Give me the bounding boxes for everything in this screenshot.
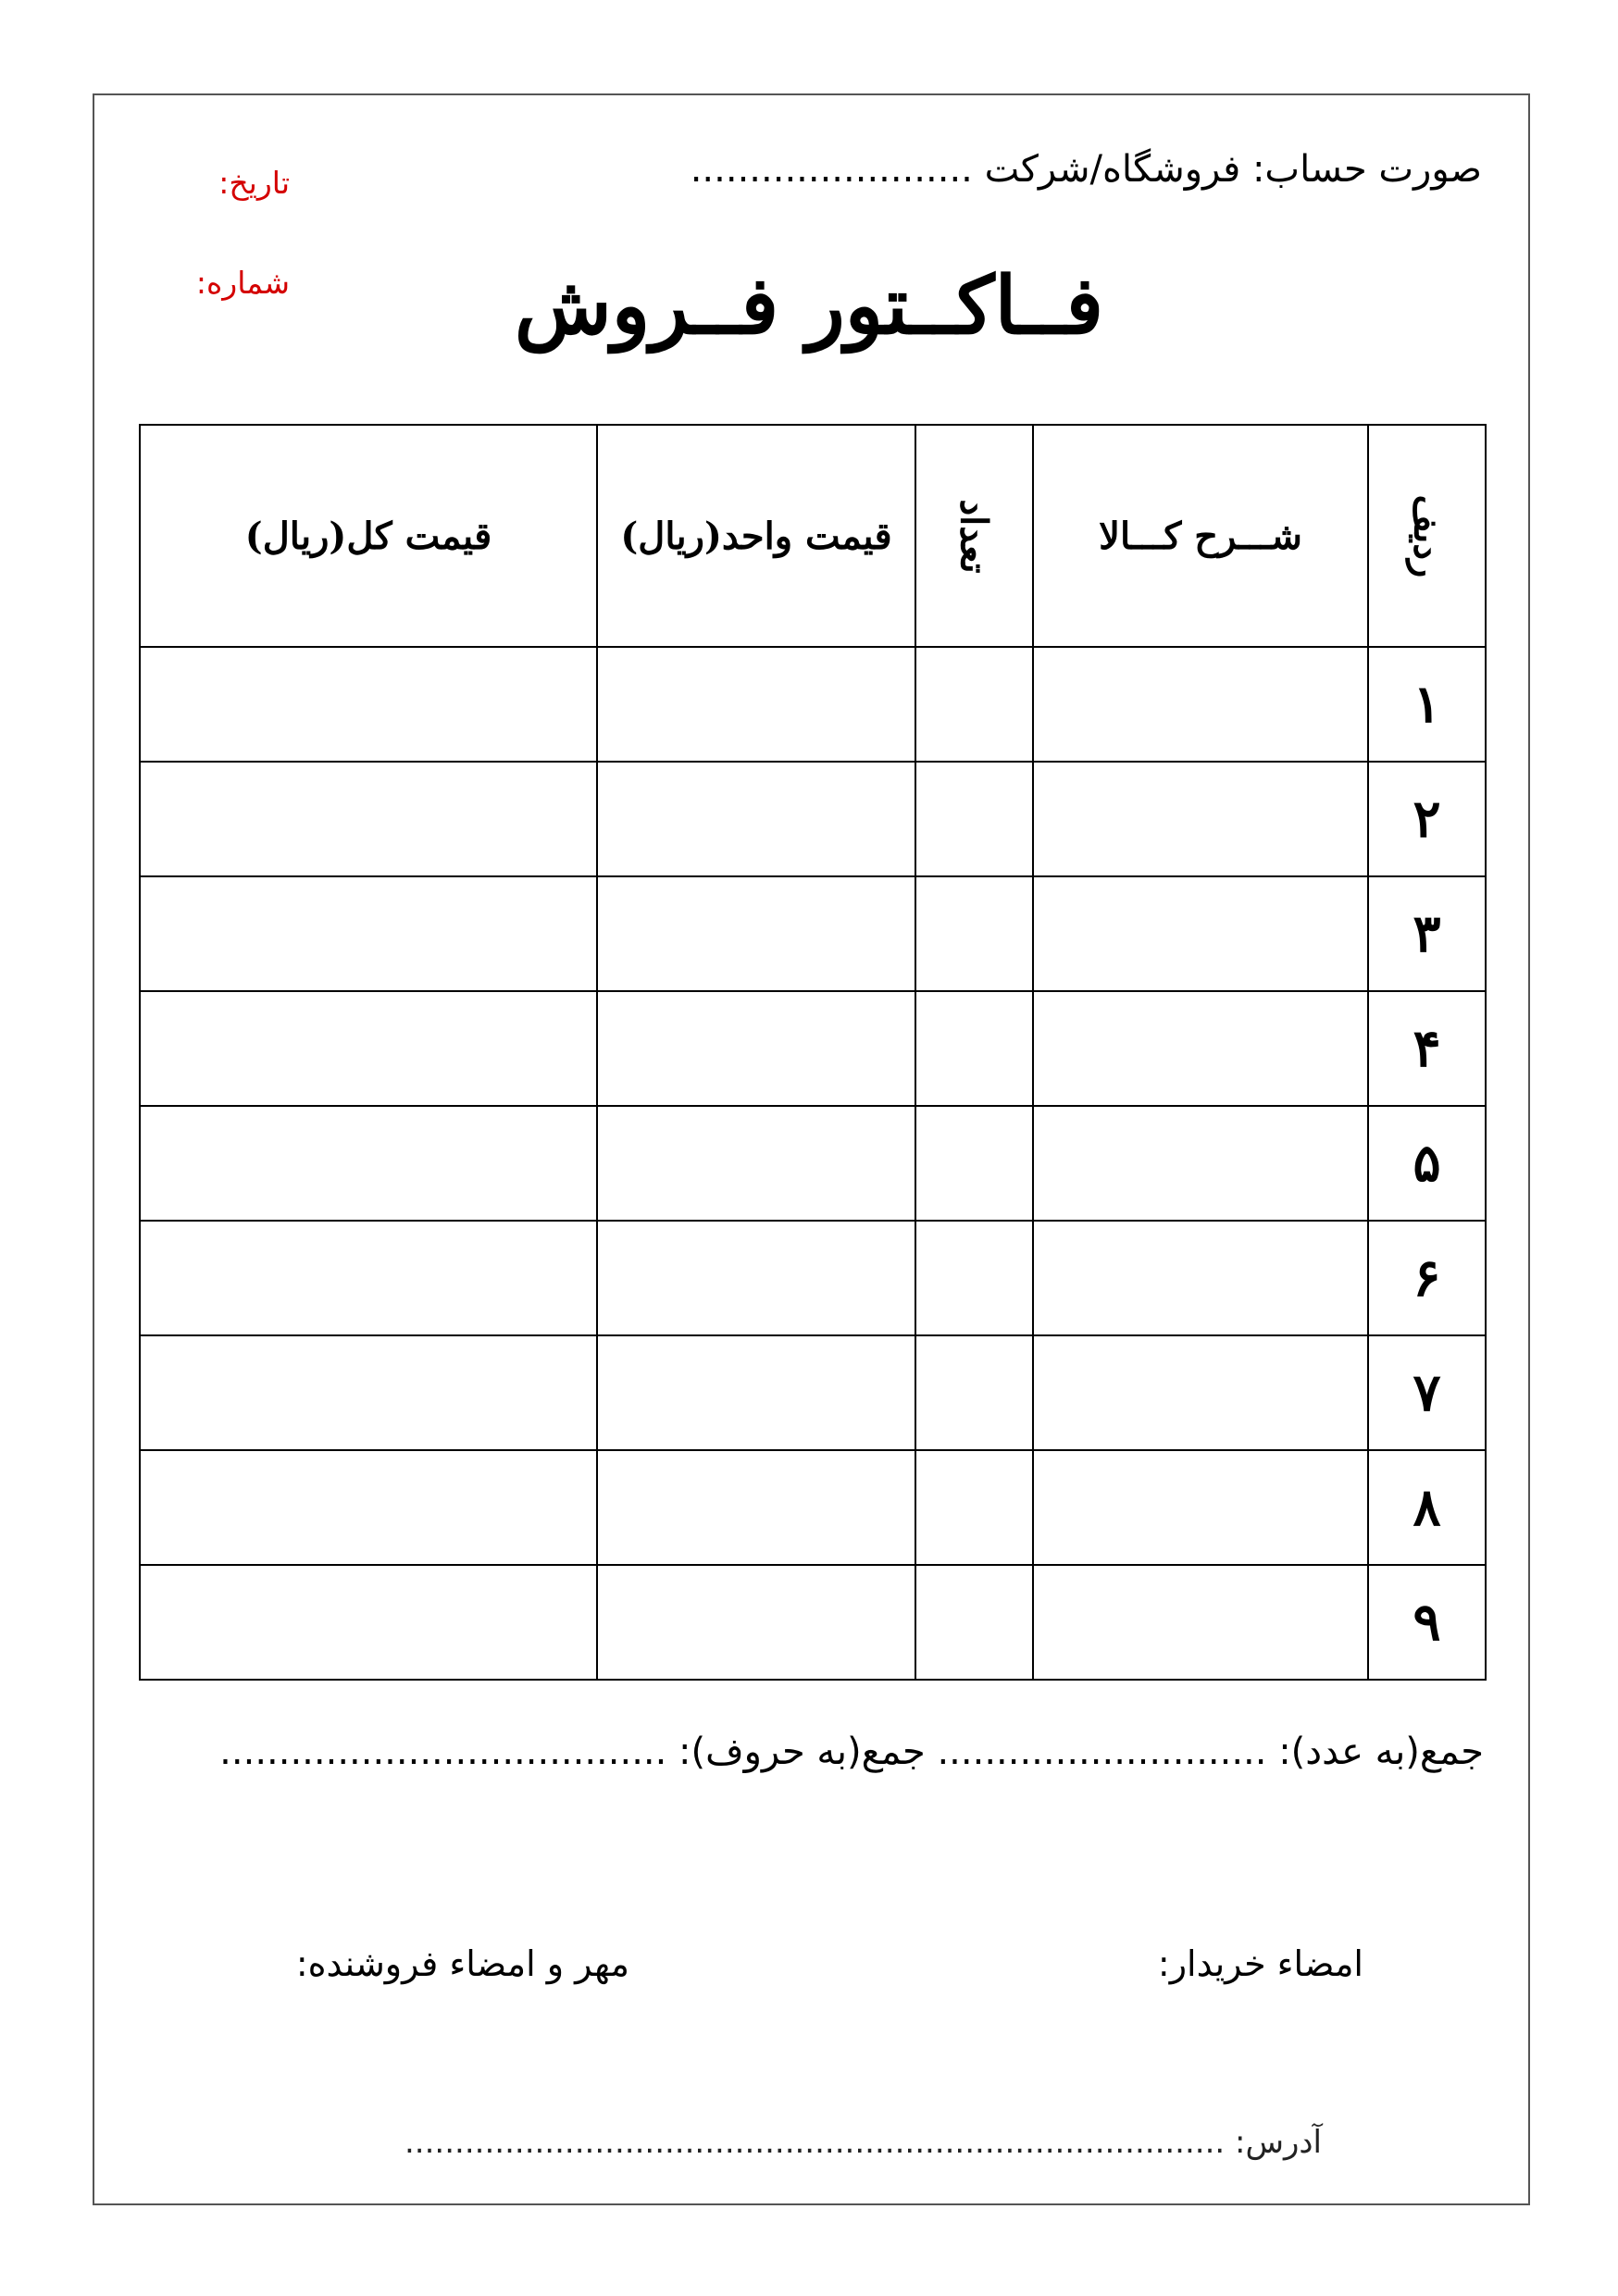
unit-price-cell[interactable] <box>597 991 915 1106</box>
table-row <box>140 1106 1486 1221</box>
row-number: ۴ <box>1368 991 1486 1106</box>
total-price-cell[interactable] <box>140 876 597 991</box>
table-header-row <box>140 425 1486 647</box>
row-number: ۶ <box>1368 1221 1486 1335</box>
unit-price-cell[interactable] <box>597 1450 915 1565</box>
unit-price-cell[interactable] <box>597 762 915 876</box>
total-price-cell[interactable] <box>140 762 597 876</box>
quantity-cell[interactable] <box>915 1450 1033 1565</box>
quantity-cell[interactable] <box>915 762 1033 876</box>
address-line: آدرس: .................................................................................. <box>404 2124 1322 2161</box>
description-cell[interactable] <box>1033 762 1368 876</box>
table-row <box>140 762 1486 876</box>
unit-price-cell[interactable] <box>597 1221 915 1335</box>
row-number: ۵ <box>1368 1106 1486 1221</box>
column-header-total-price: قیمت کل(ریال) <box>140 425 597 647</box>
table-row <box>140 1335 1486 1450</box>
total-price-cell[interactable] <box>140 1450 597 1565</box>
row-number: ۱ <box>1368 647 1486 762</box>
quantity-cell[interactable] <box>915 991 1033 1106</box>
total-price-cell[interactable] <box>140 1335 597 1450</box>
description-cell[interactable] <box>1033 876 1368 991</box>
total-price-cell[interactable] <box>140 647 597 762</box>
column-header-unit-price: قیمت واحد(ریال) <box>597 425 915 647</box>
table-row <box>140 1450 1486 1565</box>
row-number: ۷ <box>1368 1335 1486 1450</box>
row-number: ۲ <box>1368 762 1486 876</box>
total-price-cell[interactable] <box>140 1106 597 1221</box>
unit-price-cell[interactable] <box>597 647 915 762</box>
description-cell[interactable] <box>1033 1221 1368 1335</box>
date-label: تاریخ: <box>218 165 290 201</box>
quantity-cell[interactable] <box>915 1565 1033 1680</box>
page-title: فــاکــتور فــروش <box>514 259 1104 353</box>
column-header-row-number: ردیف <box>1368 425 1486 647</box>
description-cell[interactable] <box>1033 991 1368 1106</box>
total-price-cell[interactable] <box>140 1565 597 1680</box>
total-price-cell[interactable] <box>140 1221 597 1335</box>
description-cell[interactable] <box>1033 1450 1368 1565</box>
seller-signature-label: مهر و امضاء فروشنده: <box>295 1943 629 1984</box>
description-cell[interactable] <box>1033 647 1368 762</box>
invoice-table <box>139 424 1487 1681</box>
column-header-quantity: تعداد <box>915 425 1033 647</box>
description-cell[interactable] <box>1033 1106 1368 1221</box>
table-row <box>140 1565 1486 1680</box>
quantity-cell[interactable] <box>915 1335 1033 1450</box>
description-cell[interactable] <box>1033 1565 1368 1680</box>
table-row <box>140 991 1486 1106</box>
table-row <box>140 647 1486 762</box>
unit-price-cell[interactable] <box>597 1335 915 1450</box>
unit-price-cell[interactable] <box>597 876 915 991</box>
quantity-cell[interactable] <box>915 647 1033 762</box>
buyer-signature-label: امضاء خریدار: <box>1157 1943 1363 1984</box>
row-number: ۹ <box>1368 1565 1486 1680</box>
unit-price-cell[interactable] <box>597 1106 915 1221</box>
quantity-cell[interactable] <box>915 1221 1033 1335</box>
column-header-description: شـــرح کـــالا <box>1033 425 1368 647</box>
quantity-cell[interactable] <box>915 876 1033 991</box>
totals-line: جمع(به عدد): ............................ جمع(به حروف): ...................................... <box>219 1731 1484 1773</box>
description-cell[interactable] <box>1033 1335 1368 1450</box>
row-number: ۸ <box>1368 1450 1486 1565</box>
invoice-store-line: صورت حساب: فروشگاه/شرکت ........................ <box>690 148 1482 191</box>
table-row <box>140 876 1486 991</box>
total-price-cell[interactable] <box>140 991 597 1106</box>
row-number: ۳ <box>1368 876 1486 991</box>
quantity-cell[interactable] <box>915 1106 1033 1221</box>
unit-price-cell[interactable] <box>597 1565 915 1680</box>
table-row <box>140 1221 1486 1335</box>
number-label: شماره: <box>195 265 290 301</box>
